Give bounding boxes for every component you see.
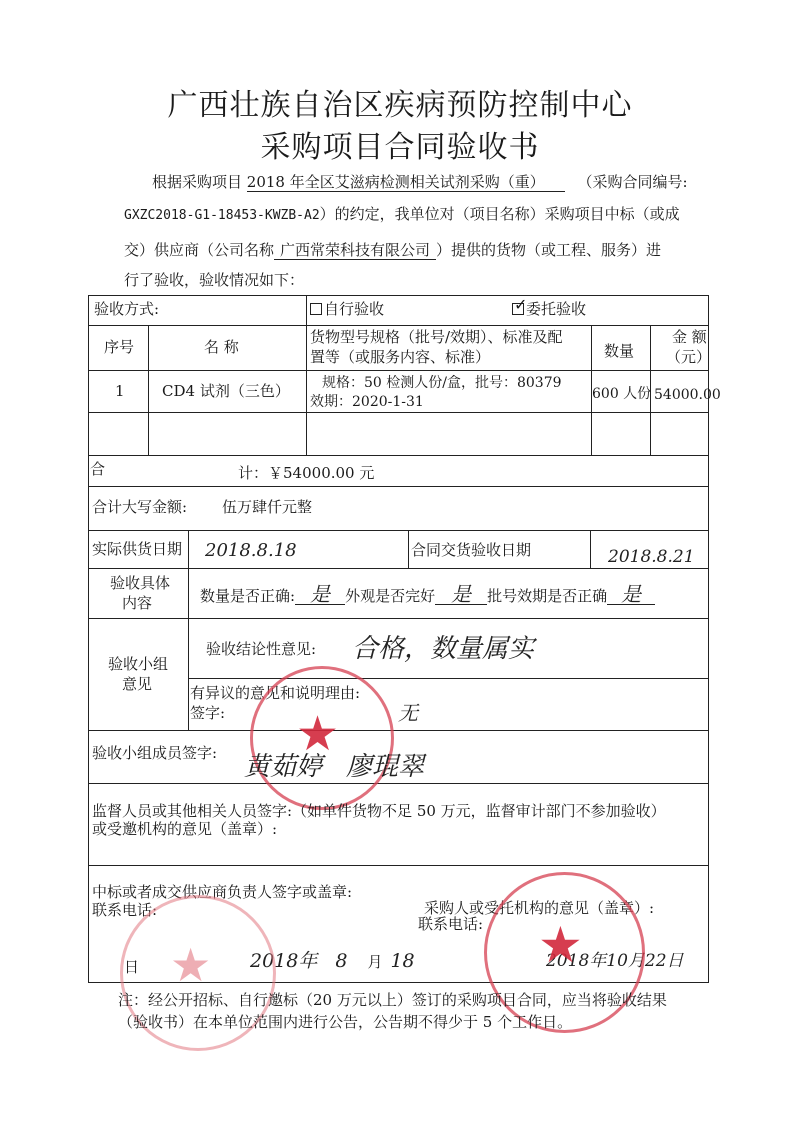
header-no: 序号 — [104, 338, 135, 356]
supplier-date-year: 2018年 — [250, 950, 318, 972]
row1-spec-line-2: 效期：2020-1-31 — [310, 394, 424, 410]
supplier-phone-label: 联系电话: — [92, 901, 158, 919]
objection-value: 无 — [398, 701, 418, 725]
supplier-date-month-label: 月 — [367, 953, 383, 971]
conclusion-value: 合格，数量属实 — [352, 634, 535, 664]
seal-star-icon: ★ — [296, 706, 340, 762]
supplier-seal-star-icon: ★ — [170, 938, 212, 992]
supervisor-line-1: 监督人员或其他相关人员签字:（如单件货物不足 50 万元，监督审计部门不参加验收） — [92, 802, 666, 820]
a-quantity: 是 — [295, 585, 345, 605]
supplier-date-day: 18 — [390, 950, 415, 972]
a-appearance: 是 — [435, 585, 487, 605]
conclusion-label: 验收结论性意见: — [206, 640, 317, 658]
objection-label-line-2: 签字: — [190, 704, 226, 722]
contract-number: GXZC2018-G1-18453-KWZB-A2 — [124, 208, 320, 223]
contract-date-value: 2018.8.21 — [608, 547, 695, 567]
project-name: 2018 年全区艾滋病检测相关试剂采购（重） — [247, 173, 565, 192]
contract-date-label: 合同交货验收日期 — [411, 541, 532, 559]
method-self-label: 自行验收 — [324, 300, 385, 318]
actual-date-value: 2018.8.18 — [205, 540, 297, 561]
content-label-line-1: 验收具体 — [110, 574, 171, 592]
member-signature-1: 黄茹婷 — [244, 752, 323, 782]
entrusted-acceptance-checkbox — [512, 295, 528, 315]
intro-line-1 — [152, 172, 688, 192]
document-title: 广西壮族自治区疾病预防控制中心 — [167, 88, 633, 123]
row1-amount: 54000.00 — [654, 387, 721, 403]
method-self — [310, 300, 384, 319]
q-appearance: 外观是否完好 — [345, 587, 436, 605]
row1-no: 1 — [115, 382, 125, 400]
intro-supplier-label: 交）供应商（公司名称 — [124, 241, 275, 259]
capital-value: 伍万肆仟元整 — [222, 498, 313, 516]
header-name: 名 称 — [204, 338, 239, 356]
q-quantity: 数量是否正确: 是 外观是否完好 是 批号效期是否正确 是 — [200, 585, 655, 606]
note-line-2: （验收书）在本单位范围内进行公告，公告期不得少于 5 个工作日。 — [118, 1013, 573, 1031]
intro-contract-label: （采购合同编号: — [577, 173, 688, 191]
intro-line-4: 行了验收，验收情况如下： — [124, 271, 305, 289]
method-label: 验收方式: — [94, 300, 160, 318]
note-line-1: 注：经公开招标、自行邀标（20 万元以上）签订的采购项目合同，应当将验收结果 — [118, 991, 667, 1009]
row1-spec-line-1: 规格：50 检测人份/盒，批号：80379 — [322, 375, 562, 391]
group-label-line-1: 验收小组 — [108, 655, 169, 673]
buyer-opinion-label: 采购人或受托机构的意见（盖章）: — [424, 899, 655, 917]
header-spec-line-1: 货物型号规格（批号/效期）、标准及配 — [310, 328, 563, 346]
total-label-b: 计：￥54000.00 元 — [238, 464, 375, 482]
intro-line-3 — [124, 240, 661, 260]
buyer-phone-label: 联系电话: — [418, 915, 484, 933]
row1-name: CD4 试剂（三色） — [162, 382, 290, 400]
header-amount-line-1: 金 额 — [672, 328, 707, 346]
supplier-sign-label: 中标或者成交供应商负责人签字或盖章: — [92, 883, 353, 901]
intro-line-2 — [124, 204, 680, 226]
row1-qty: 600 人份 — [592, 386, 652, 402]
buyer-date: 2018年10月22日 — [546, 951, 684, 971]
capital-label: 合计大写金额: — [92, 498, 188, 516]
intro-prefix: 根据采购项目 — [152, 173, 243, 191]
header-qty: 数量 — [604, 342, 635, 360]
member-signature-2: 廖琨翠 — [346, 752, 425, 782]
intro-text-3: ）提供的货物（或工程、服务）进 — [436, 241, 662, 259]
buyer-seal-star-icon: ★ — [538, 916, 583, 974]
header-spec-line-2: 置等（或服务内容、标准） — [310, 348, 491, 366]
method-entrusted — [512, 295, 587, 319]
header-amount-line-2: （元） — [666, 348, 712, 366]
document-subtitle: 采购项目合同验收书 — [260, 130, 540, 165]
actual-date-label: 实际供货日期 — [92, 540, 183, 558]
content-label-line-2: 内容 — [122, 594, 153, 612]
intro-text-2: ）的约定，我单位对（项目名称）采购项目中标（或成 — [319, 205, 680, 223]
self-acceptance-checkbox — [310, 303, 322, 315]
supervisor-line-2: 或受邀机构的意见（盖章）: — [92, 820, 278, 838]
supplier-date-day-label: 日 — [124, 958, 140, 976]
a-batch: 是 — [607, 585, 655, 605]
objection-label-line-1: 有异议的意见和说明理由: — [190, 684, 361, 702]
total-value: ￥54000.00 元 — [268, 464, 375, 482]
supplier-name: 广西常荣科技有限公司 — [274, 241, 436, 260]
method-entrusted-label: 委托验收 — [526, 300, 587, 318]
total-label-a: 合 — [90, 460, 106, 478]
group-label-line-2: 意见 — [122, 675, 153, 693]
supplier-date-month: 8 — [335, 950, 348, 972]
q-batch: 批号效期是否正确 — [487, 587, 608, 605]
members-label: 验收小组成员签字: — [92, 744, 218, 762]
check-mark-icon: ✓ — [514, 295, 528, 314]
